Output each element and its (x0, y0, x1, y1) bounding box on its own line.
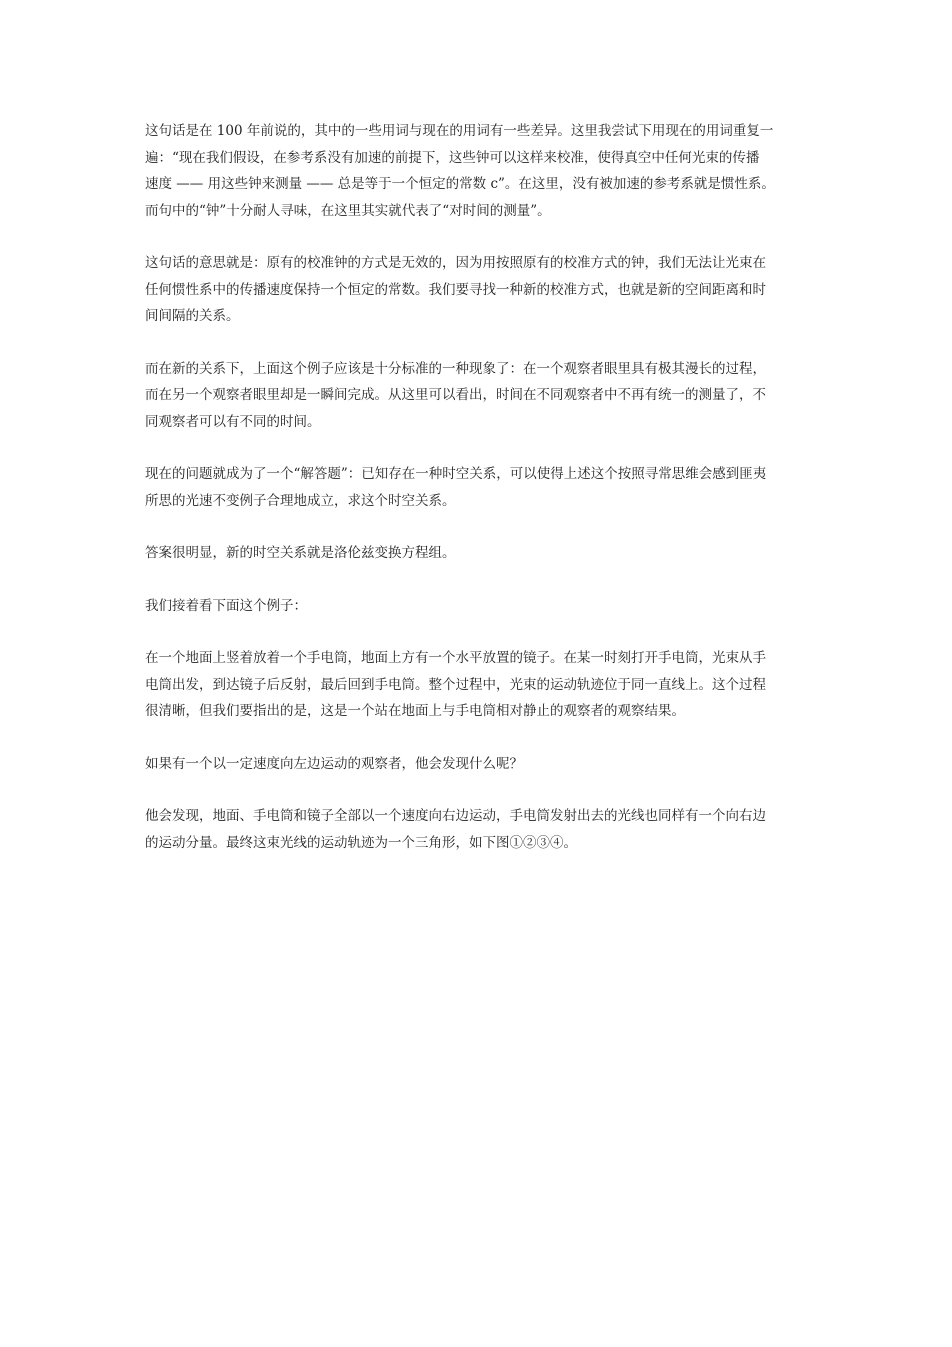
text-line: 他会发现，地面、手电筒和镜子全部以一个速度向右边运动，手电筒发射出去的光线也同样有一个向右边 (145, 808, 766, 824)
paragraph-gap (145, 330, 825, 356)
text-line: 很清晰，但我们要指出的是，这是一个站在地面上与手电筒相对静止的观察者的观察结果。 (145, 703, 685, 719)
paragraph-gap (145, 435, 825, 461)
text-line: 同观察者可以有不同的时间。 (145, 413, 321, 430)
text-line: 这句话的意思就是：原有的校准钟的方式是无效的，因为用按照原有的校准方式的钟，我们无法让光束在 (145, 255, 766, 271)
paragraph-5 (145, 540, 825, 567)
text-line: 而句中的“钟”十分耐人寻味，在这里其实就代表了“对时间的测量”。 (145, 202, 551, 219)
paragraph-9 (145, 803, 825, 856)
text-line: 答案很明显，新的时空关系就是洛伦兹变换方程组。 (145, 545, 456, 561)
text-line: 我们接着看下面这个例子： (145, 597, 307, 614)
text-line: 任何惯性系中的传播速度保持一个恒定的常数。我们要寻找一种新的校准方式，也就是新的空间距离和时 (145, 281, 766, 298)
paragraph-2 (145, 250, 825, 330)
text-line: 遍：“现在我们假设，在参考系没有加速的前提下，这些钟可以这样来校准，使得真空中任何光束的传播 (145, 149, 760, 166)
paragraph-4 (145, 461, 825, 514)
paragraph-gap (145, 725, 825, 751)
text-line: 这句话是在 100 年前说的，其中的一些用词与现在的用词有一些差异。这里我尝试下用现在的用词重复一 (145, 123, 774, 139)
paragraph-gap (145, 224, 825, 250)
text-line: 的运动分量。最终这束光线的运动轨迹为一个三角形，如下图①②③④。 (145, 834, 577, 851)
paragraph-gap (145, 514, 825, 540)
paragraph-6 (145, 593, 825, 620)
paragraph-7 (145, 645, 825, 725)
text-line: 间间隔的关系。 (145, 308, 240, 324)
paragraph-gap (145, 777, 825, 803)
article-body (145, 118, 825, 856)
paragraph-8 (145, 751, 825, 778)
text-line: 在一个地面上竖着放着一个手电筒，地面上方有一个水平放置的镜子。在某一时刻打开手电筒，光束从手 (145, 650, 766, 666)
paragraph-gap (145, 619, 825, 645)
text-line: 而在另一个观察者眼里却是一瞬间完成。从这里可以看出，时间在不同观察者中不再有统一的测量了，不 (145, 387, 766, 403)
paragraph-3 (145, 356, 825, 436)
text-line: 如果有一个以一定速度向左边运动的观察者，他会发现什么呢？ (145, 755, 523, 772)
text-line: 现在的问题就成为了一个“解答题”：已知存在一种时空关系，可以使得上述这个按照寻常思维会感到匪夷 (145, 466, 767, 482)
paragraph-1 (145, 118, 825, 224)
paragraph-gap (145, 567, 825, 593)
text-line: 所思的光速不变例子合理地成立，求这个时空关系。 (145, 492, 456, 509)
text-line: 电筒出发，到达镜子后反射，最后回到手电筒。整个过程中，光束的运动轨迹位于同一直线上。这个过程 (145, 676, 766, 693)
text-line: 速度 —— 用这些钟来测量 —— 总是等于一个恒定的常数 c”。在这里，没有被加速的参考系就是惯性系。 (145, 176, 775, 192)
text-line: 而在新的关系下，上面这个例子应该是十分标准的一种现象了：在一个观察者眼里具有极其漫长的过程， (145, 360, 766, 377)
